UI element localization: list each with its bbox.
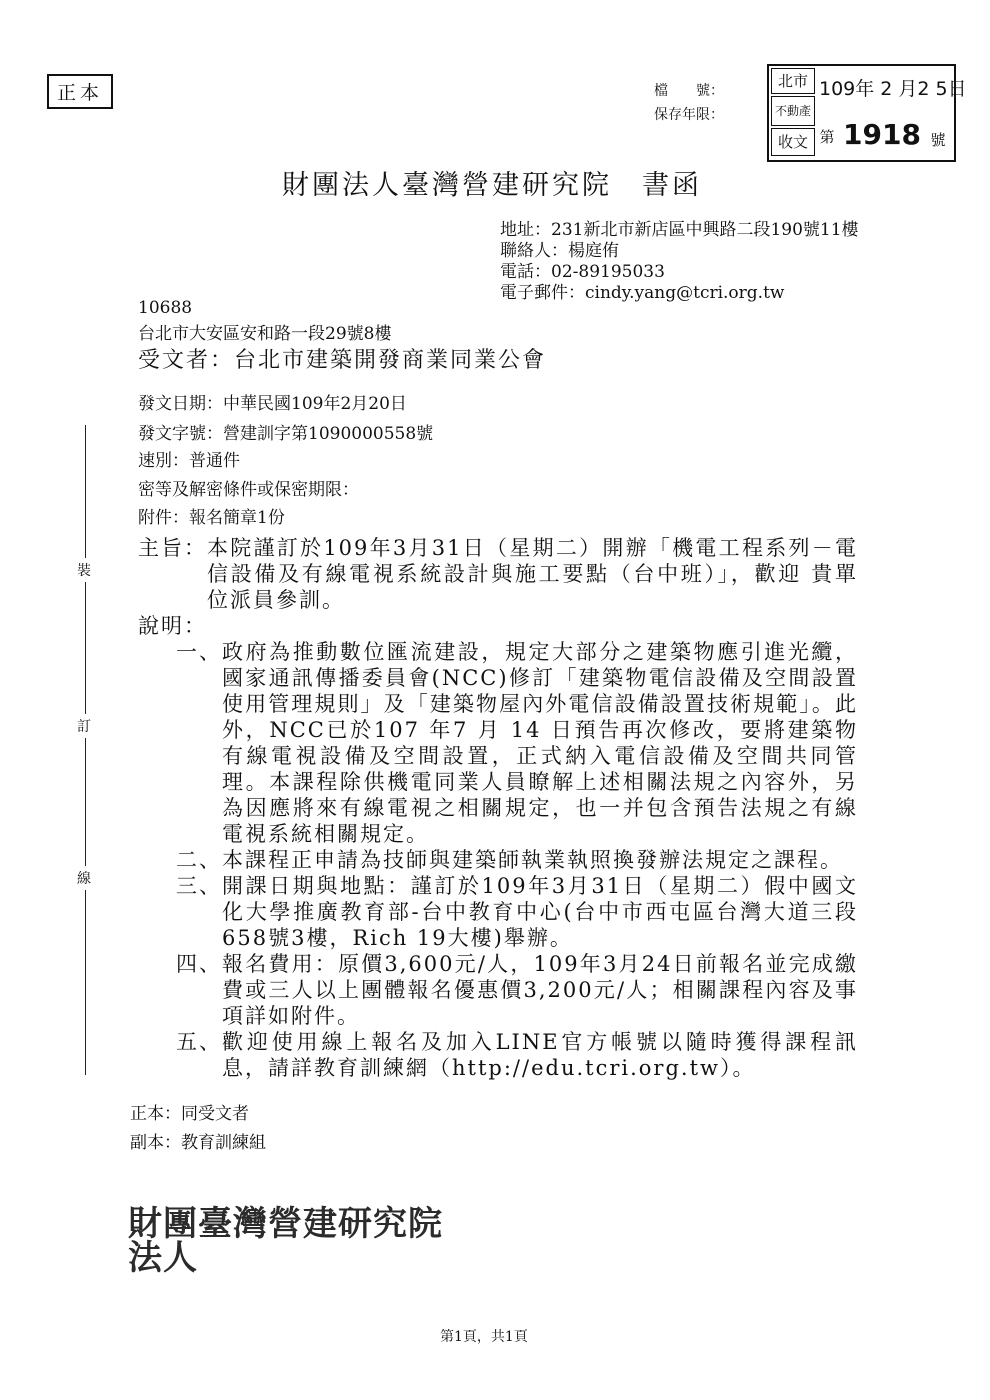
explanation-item bbox=[138, 1029, 858, 1081]
binding-line bbox=[85, 425, 86, 1075]
organization-seal bbox=[128, 1204, 443, 1278]
letter-title: 財團法人臺灣營建研究院 書函 bbox=[282, 170, 702, 201]
explanation-item bbox=[138, 847, 858, 873]
receipt-org-line1: 北市 bbox=[771, 68, 815, 94]
explanation-label: 說明： bbox=[138, 614, 207, 638]
sender-address: 地址：231新北市新店區中興路二段190號11樓 bbox=[500, 220, 859, 240]
file-number-label: 檔 號： bbox=[654, 83, 724, 99]
explanation-text: 歡迎使用線上報名及加入LINE官方帳號以隨時獲得課程訊息，請詳教育訓練網（http://edu.tcri.org.tw）。 bbox=[222, 1030, 858, 1080]
receipt-number: 1918 bbox=[843, 118, 921, 151]
explanation-item bbox=[138, 951, 858, 1029]
issue-date: 發文日期：中華民國109年2月20日 bbox=[138, 394, 407, 414]
recipient-line: 受文者：台北市建築開發商業同業公會 bbox=[138, 348, 547, 373]
explanation-text: 本課程正申請為技師與建築師執業執照換發辦法規定之課程。 bbox=[222, 848, 843, 872]
recipient-address: 台北市大安區安和路一段29號8樓 bbox=[138, 324, 392, 344]
explanation-number: 四、 bbox=[176, 952, 222, 976]
delivery-speed: 速別：普通件 bbox=[138, 451, 240, 471]
explanation-item bbox=[138, 639, 858, 847]
sender-phone: 電話：02-89195033 bbox=[500, 262, 665, 282]
binding-mark-ding: 訂 bbox=[77, 714, 91, 738]
receipt-org-line3: 收文 bbox=[771, 128, 815, 156]
seal-line1: 財團臺灣營建研究院 bbox=[128, 1204, 443, 1244]
explanation-number: 五、 bbox=[176, 1030, 222, 1054]
receipt-date: 109年 2 月2 5日 bbox=[819, 78, 967, 100]
document-type-box bbox=[47, 74, 113, 109]
explanation-text: 政府為推動數位匯流建設，規定大部分之建築物應引進光纜，國家通訊傳播委員會(NCC)修訂「建築物電信設備及空間設置使用管理規則」及「建築物屋內外電信設備設置技術規範」。此外，NCC已於107 年7 月 14 日預告再次修改，要將建築物有線電視設備及空間設置，正式納入電信設備及空間共同管理。本課程除供機電同業人員瞭解上述相關法規之內容外，另為因應將來有線電視之相關規定，也一并包含預告法規之有線電視系統相關規定。 bbox=[222, 640, 858, 846]
subject-text: 本院謹訂於109年3月31日（星期二）開辦「機電工程系列－電信設備及有線電視系統設計與施工要點（台中班）」，歡迎 貴單位派員參訓。 bbox=[207, 536, 858, 612]
receipt-org-line2: 不動產 bbox=[771, 96, 815, 126]
explanation-text: 開課日期與地點：謹訂於109年3月31日（星期二）假中國文化大學推廣教育部-台中教育中心(台中市西屯區台灣大道三段658號3樓，Rich 19大樓)舉辦。 bbox=[222, 874, 858, 950]
issue-number: 發文字號：營建訓字第1090000558號 bbox=[138, 424, 434, 444]
duplicate-copy: 副本：教育訓練組 bbox=[130, 1133, 266, 1153]
receipt-number-prefix: 第 bbox=[819, 128, 835, 146]
page-number: 第1頁，共1頁 bbox=[440, 1329, 528, 1345]
subject-row bbox=[138, 535, 858, 613]
binding-mark-zhuang: 裝 bbox=[77, 558, 91, 582]
letter-body bbox=[138, 535, 858, 1081]
seal-line2: 法人 bbox=[128, 1238, 198, 1278]
sender-email: 電子郵件：cindy.yang@tcri.org.tw bbox=[500, 283, 785, 303]
explanation-number: 一、 bbox=[176, 640, 222, 664]
explanation-number: 三、 bbox=[176, 874, 222, 898]
binding-mark-xian: 線 bbox=[77, 866, 91, 890]
attachment: 附件：報名簡章1份 bbox=[138, 508, 285, 528]
recipient-postcode: 10688 bbox=[138, 298, 193, 318]
explanation-text: 報名費用：原價3,600元/人，109年3月24日前報名並完成繳費或三人以上團體報名優惠價3,200元/人；相關課程內容及事項詳如附件。 bbox=[222, 952, 858, 1028]
explanation-item bbox=[138, 873, 858, 951]
receipt-number-suffix: 號 bbox=[930, 131, 946, 149]
confidentiality: 密等及解密條件或保密期限： bbox=[138, 480, 359, 500]
sender-contact: 聯絡人：楊庭侑 bbox=[500, 241, 619, 261]
subject-label: 主旨： bbox=[138, 536, 207, 560]
receipt-stamp bbox=[767, 64, 967, 162]
original-copy: 正本：同受文者 bbox=[130, 1104, 249, 1124]
explanation-number: 二、 bbox=[176, 848, 222, 872]
retention-period-label: 保存年限： bbox=[654, 107, 724, 123]
document-type-label: 正本 bbox=[57, 82, 104, 104]
